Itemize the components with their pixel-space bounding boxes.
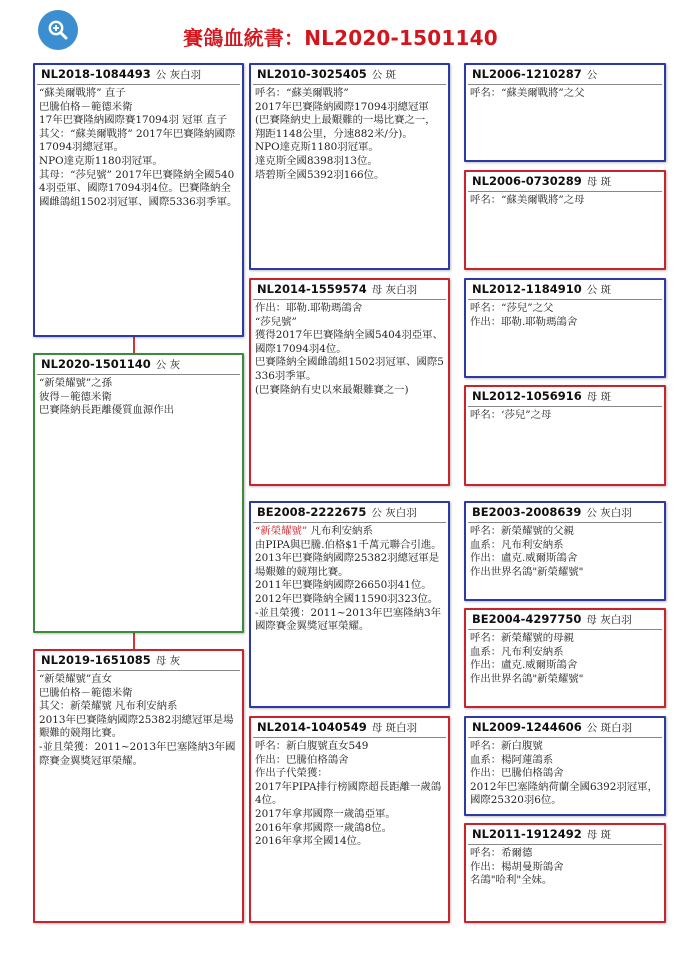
ring-number: NL2018-1084493 — [41, 67, 151, 81]
pedigree-notes: 呼名：“蘇美爾戰將”之父 — [470, 87, 585, 99]
sex-color: 公 灰白羽 — [371, 507, 417, 519]
pedigree-notes: 呼名：“蘇美爾戰將” 2017年巴賽隆納國際17094羽總冠軍 (巴賽隆納史上最艱難的一場比賽之一，翔距1148公里，分速882米/分)。 NPO達克斯1180羽冠軍。 達克斯全國8398羽13位。 塔碧斯全國5392羽166位。 — [255, 87, 436, 181]
zoom-in-icon[interactable] — [38, 10, 78, 50]
ring-number: NL2006-0730289 — [472, 174, 582, 188]
pedigree-notes: 呼名：“蘇美爾戰將”之母 — [470, 194, 585, 206]
sdd-card[interactable] — [464, 385, 666, 486]
pedigree-notes: 呼名：“莎兒”之父 作出：耶勒.耶勒瑪鴿舍 — [470, 302, 578, 328]
ring-number: BE2008-2222675 — [257, 505, 367, 519]
sex-color: 母 斑 — [586, 829, 612, 841]
sds-card[interactable] — [464, 278, 666, 378]
pedigree-notes-rest: 凡布利安納系 由PIPA與巴騰.伯格$1千萬元聯合引進。 2013年巴賽隆納國際25382羽總冠軍是場艱難的競翔比賽。 2011年巴賽隆納國際26650羽41位。 2012年巴賽隆納全國11590羽323位。 -並且榮獲：2011~2013年巴塞隆納3年國際賽金翼獎冠軍榮耀。 — [255, 525, 442, 633]
ring-number: NL2006-1210287 — [472, 67, 582, 81]
ddd-card[interactable] — [464, 823, 666, 923]
sex-color: 公 灰白羽 — [586, 507, 632, 519]
dam-dam-card[interactable] — [249, 716, 450, 923]
sex-color: 公 — [586, 69, 598, 81]
sex-color: 母 斑 — [586, 176, 612, 188]
pedigree-notes: 作出：耶勒.耶勒瑪鴿舍 “莎兒號” 獲得2017年巴賽隆納全國5404羽亞軍、國際17094羽4位。 巴賽隆納全國雌鴿組1502羽冠軍、國際5336羽季軍。 (巴賽隆納有史以來最艱難賽之一) — [255, 302, 444, 396]
famous-sire-name: “新榮耀號” — [255, 525, 308, 537]
pedigree-notes: 呼名：希爾德 作出：楊胡曼斯鴿舍 名鴿"哈利"全妹。 — [470, 847, 564, 887]
sex-color: 公 灰 — [155, 359, 181, 371]
sire-dam-card[interactable] — [249, 278, 450, 486]
pedigree-notes — [251, 523, 448, 636]
connector-line — [133, 632, 135, 650]
dss-card[interactable] — [464, 501, 666, 601]
dsd-card[interactable] — [464, 608, 666, 708]
sex-color: 母 灰白羽 — [586, 614, 632, 626]
dam-sire-card[interactable] — [249, 501, 450, 708]
ring-number: NL2014-1040549 — [257, 720, 367, 734]
pedigree-notes: 呼名：新白腹號直女549 作出：巴騰伯格鴿舍 作出子代榮獲： 2017年PIPA排行榜國際超長距離一歲鴿4位。 2017年拿邦國際一歲鴿亞軍。 2016年拿邦國際一歲鴿8位。 2016年拿邦全國14位。 — [255, 740, 442, 848]
ring-number: NL2010-3025405 — [257, 67, 367, 81]
ring-number: NL2009-1244606 — [472, 720, 582, 734]
connector-line — [133, 336, 135, 354]
pedigree-notes: 呼名：新白腹號 血系：楊阿蓮鴿系 作出：巴騰伯格鴿舍 2012年巴塞隆納荷蘭全國6392羽冠軍，國際25320羽6位。 — [470, 740, 658, 807]
dam-card[interactable] — [33, 649, 244, 923]
ring-number: NL2012-1184910 — [472, 282, 582, 296]
sex-color: 母 斑白羽 — [371, 722, 418, 734]
sire-sire-card[interactable] — [249, 63, 450, 270]
pedigree-notes: 呼名：新榮耀號的父親 血系：凡布利安納系 作出：盧克.威爾斯鴿舍 作出世界名鴿"新榮耀號" — [470, 525, 584, 578]
ring-number: BE2004-4297750 — [472, 612, 582, 626]
sex-color: 公 斑 — [586, 284, 612, 296]
sex-color: 母 灰 — [155, 655, 181, 667]
sex-color: 母 斑 — [586, 391, 612, 403]
ring-number: NL2019-1651085 — [41, 653, 151, 667]
ring-number: NL2011-1912492 — [472, 827, 582, 841]
sire-card[interactable] — [33, 63, 244, 337]
page-title: 賽鴿血統書：NL2020-1501140 — [183, 26, 498, 50]
ring-number: NL2020-1501140 — [41, 357, 151, 371]
pedigree-notes: “蘇美爾戰將” 直子 巴騰伯格－範德米衛 17年巴賽隆納國際賽17094羽 冠軍 直子 其父：“蘇美爾戰將” 2017年巴賽隆納國際17094羽總冠軍。 NPO達克斯1180羽冠軍。 其母：“莎兒號” 2017年巴賽隆納全國5404羽亞軍、國際17094羽4位。巴賽隆納全國雌鴿組1502羽冠軍、國際5336羽季軍。 — [39, 87, 238, 208]
sex-color: 母 灰白羽 — [371, 284, 418, 296]
pedigree-notes: “新榮耀號”直女 巴騰伯格－範德米衛 其父：新榮耀號 凡布利安納系 2013年巴賽隆納國際25382羽總冠軍是場艱難的競翔比賽。 -並且榮獲：2011~2013年巴塞隆納3年國際賽金翼獎冠軍榮耀。 — [39, 673, 236, 767]
ssd-card[interactable] — [464, 170, 666, 270]
pedigree-notes: “新榮耀號”之孫 彼得－範德米衛 巴賽隆納長距離優質血源作出 — [39, 377, 175, 417]
sex-color: 公 斑白羽 — [586, 722, 633, 734]
pedigree-notes: 呼名：‘莎兒”之母 — [470, 409, 552, 421]
sex-color: 公 斑 — [371, 69, 397, 81]
pedigree-notes: 呼名：新榮耀號的母親 血系：凡布利安納系 作出：盧克.威爾斯鴿舍 作出世界名鴿"新榮耀號" — [470, 632, 584, 685]
ring-number: NL2014-1559574 — [257, 282, 367, 296]
ring-number: BE2003-2008639 — [472, 505, 582, 519]
ring-number: NL2012-1056916 — [472, 389, 582, 403]
dds-card[interactable] — [464, 716, 666, 816]
subject-card[interactable] — [33, 353, 244, 633]
sss-card[interactable] — [464, 63, 666, 162]
sex-color: 公 灰白羽 — [155, 69, 202, 81]
